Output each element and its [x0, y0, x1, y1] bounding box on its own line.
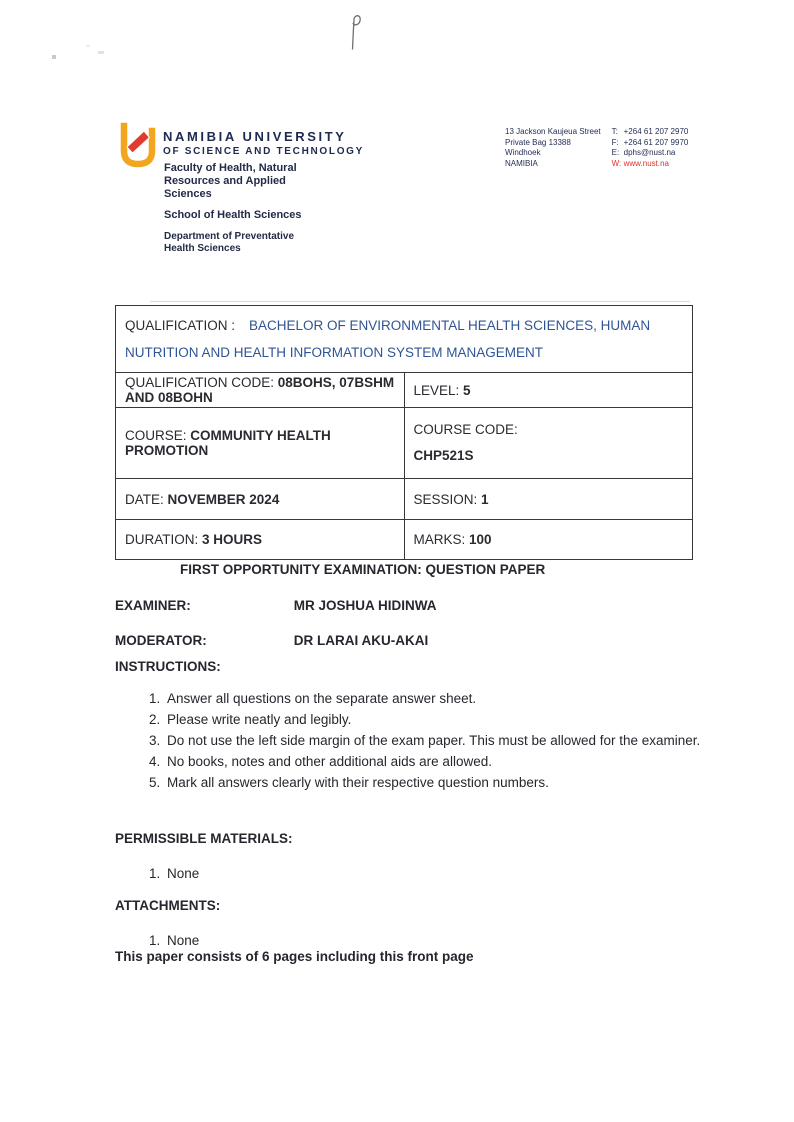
qualification-cell: [116, 306, 693, 373]
contact-address: [505, 127, 601, 169]
session-cell: [404, 479, 693, 520]
phone-label: T:: [611, 127, 618, 136]
attachments-heading: ATTACHMENTS:: [115, 898, 221, 913]
scan-ghost-line: [150, 301, 690, 302]
examiner-value: MR JOSHUA HIDINWA: [293, 598, 437, 613]
examiner-label: EXAMINER:: [115, 598, 191, 613]
phone-value: +264 61 207 2970: [623, 127, 689, 136]
permissible-item: 1. None: [164, 863, 720, 884]
contact-block: [505, 127, 688, 169]
contact-fax: [612, 138, 689, 149]
examiner-row: [115, 598, 437, 613]
course-code-cell: [404, 408, 693, 479]
level-value: 5: [463, 382, 471, 398]
contact-details: [612, 127, 689, 169]
university-name: [163, 129, 364, 157]
qualification-code-row: [116, 373, 693, 408]
qualification-value: BACHELOR OF ENVIRONMENTAL HEALTH SCIENCES, HUMAN NUTRITION AND HEALTH INFORMATION SYSTEM MANAGEMENT: [125, 318, 651, 360]
permissible-materials-heading: PERMISSIBLE MATERIALS:: [115, 831, 293, 846]
web-label: W:: [611, 158, 622, 168]
address-line: 13 Jackson Kaujeua Street: [505, 127, 601, 136]
level-label: LEVEL:: [413, 382, 460, 398]
instruction-item: 4. No books, notes and other additional aids are allowed.: [164, 751, 720, 772]
contact-phone: [612, 127, 689, 138]
address-line: NAMIBIA: [505, 158, 538, 168]
qualification-label: QUALIFICATION :: [125, 318, 236, 333]
marks-value: 100: [469, 532, 492, 547]
duration-row: [116, 520, 693, 560]
qualification-row: [116, 306, 693, 373]
moderator-value: DR LARAI AKU-AKAI: [293, 633, 429, 648]
contact-website: [612, 159, 689, 170]
qualification-code-value: 08BOHS, 07BSHM AND 08BOHN: [125, 375, 395, 405]
duration-cell: [116, 520, 405, 560]
instructions-heading: INSTRUCTIONS:: [115, 659, 221, 674]
course-code-value: CHP521S: [413, 448, 474, 463]
handwritten-pen-mark: [344, 12, 364, 57]
session-value: 1: [481, 491, 489, 507]
course-value: COMMUNITY HEALTH PROMOTION: [125, 428, 331, 458]
instructions-list: [115, 688, 720, 793]
email-label: E:: [611, 148, 620, 158]
email-value: dphs@nust.na: [623, 148, 676, 158]
qualification-code-cell: [116, 373, 405, 408]
duration-label: DURATION:: [125, 532, 199, 547]
instruction-item: 3. Do not use the left side margin of the exam paper. This must be allowed for the examiner.: [164, 730, 720, 751]
address-line: Private Bag 13388: [505, 137, 571, 147]
exam-details-table: [115, 305, 693, 560]
fax-value: +264 61 207 9970: [623, 137, 689, 147]
page-count-note: This paper consists of 6 pages including this front page: [115, 949, 474, 964]
university-name-line2: OF SCIENCE AND TECHNOLOGY: [163, 146, 365, 157]
faculty-name: Faculty of Health, Natural Resources and Applied Sciences: [164, 162, 297, 200]
qualification-code-label: QUALIFICATION CODE:: [125, 375, 275, 390]
course-label: COURSE:: [125, 428, 187, 443]
instruction-item: 5. Mark all answers clearly with their respective question numbers.: [164, 772, 720, 793]
course-code-label: COURSE CODE:: [413, 422, 518, 437]
contact-email: [612, 148, 689, 159]
date-label: DATE:: [125, 491, 164, 507]
fax-label: F:: [611, 137, 619, 147]
permissible-materials-list: [115, 863, 720, 884]
scan-speckle: [52, 55, 56, 59]
attachment-item: 1. None: [164, 930, 720, 951]
level-cell: [404, 373, 693, 408]
scan-speckle: [98, 51, 104, 54]
department-name: Department of Preventative Health Sciences: [164, 231, 295, 254]
exam-title: FIRST OPPORTUNITY EXAMINATION: QUESTION PAPER: [180, 562, 546, 577]
date-row: [116, 479, 693, 520]
moderator-row: [115, 633, 428, 648]
scan-speckle: [86, 45, 90, 47]
school-name: School of Health Sciences: [164, 209, 302, 221]
course-row: [116, 408, 693, 479]
instruction-item: 1. Answer all questions on the separate answer sheet.: [164, 688, 720, 709]
date-value: NOVEMBER 2024: [167, 491, 280, 507]
course-cell: [116, 408, 405, 479]
date-cell: [116, 479, 405, 520]
marks-label: MARKS:: [413, 532, 466, 547]
university-name-line1: NAMIBIA UNIVERSITY: [163, 129, 347, 144]
instruction-item: 2. Please write neatly and legibly.: [164, 709, 720, 730]
duration-value: 3 HOURS: [202, 532, 263, 547]
marks-cell: [404, 520, 693, 560]
nust-logo-icon: [115, 122, 161, 174]
attachments-list: [115, 930, 720, 951]
moderator-label: MODERATOR:: [115, 633, 207, 648]
web-value: www.nust.na: [623, 158, 669, 168]
session-label: SESSION:: [413, 491, 478, 507]
address-line: Windhoek: [505, 148, 541, 158]
